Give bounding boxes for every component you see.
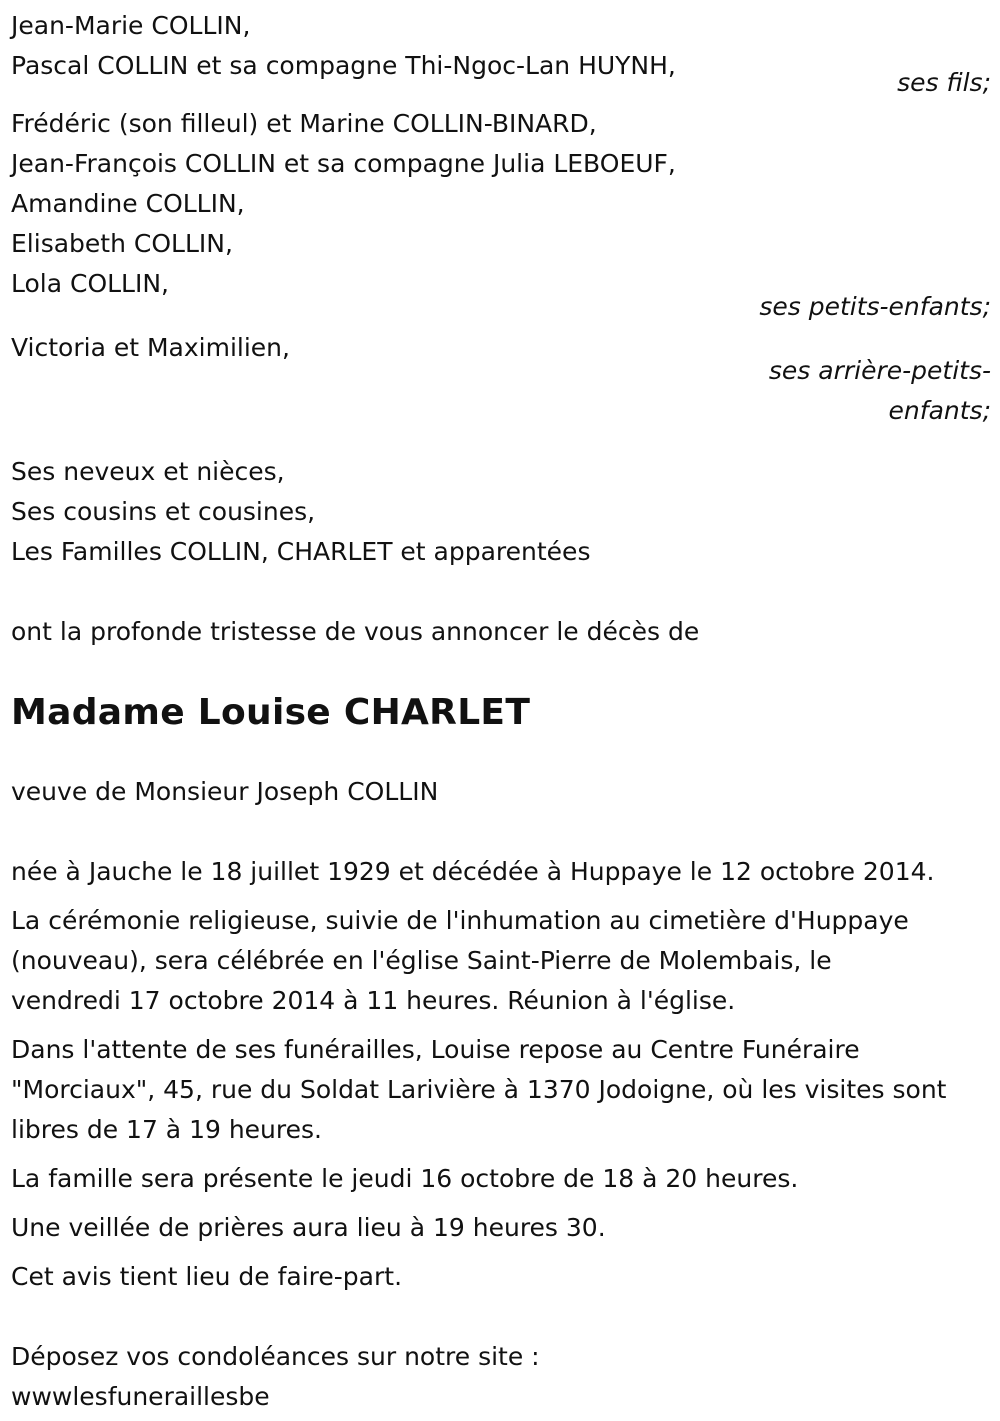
family-presence-text: La famille sera présente le jeudi 16 octobre de 18 à 20 heures. — [11, 1164, 799, 1193]
grandchild-name: Frédéric (son filleul) et Marine COLLIN-BINARD, — [11, 109, 597, 138]
role-great-grandchildren-1: ses arrière-petits- — [768, 356, 991, 385]
relatives-line: Ses cousins et cousines, — [11, 497, 316, 526]
grandchild-name: Elisabeth COLLIN, — [11, 229, 233, 258]
great-grandchild-name: Victoria et Maximilien, — [11, 333, 290, 362]
relatives-line: Ses neveux et nièces, — [11, 457, 285, 486]
rest-line: "Morciaux", 45, rue du Soldat Larivière à 1370 Jodoigne, où les visites sont — [11, 1075, 947, 1104]
deceased-name: Madame Louise CHARLET — [11, 692, 531, 733]
ceremony-line: vendredi 17 octobre 2014 à 11 heures. Réunion à l'église. — [11, 986, 736, 1015]
rest-line: Dans l'attente de ses funérailles, Louise repose au Centre Funéraire — [11, 1035, 860, 1064]
role-grandchildren: ses petits-enfants; — [759, 292, 991, 321]
ceremony-line: La cérémonie religieuse, suivie de l'inhumation au cimetière d'Huppaye — [11, 906, 909, 935]
widow-of-text: veuve de Monsieur Joseph COLLIN — [11, 777, 439, 806]
condolences-site-link[interactable]: wwwlesfuneraillesbe — [11, 1382, 270, 1411]
son-name: Pascal COLLIN et sa compagne Thi-Ngoc-Lan HUYNH, — [11, 51, 676, 80]
relatives-line: Les Familles COLLIN, CHARLET et apparentées — [11, 537, 591, 566]
rest-line: libres de 17 à 19 heures. — [11, 1115, 322, 1144]
grandchild-name: Jean-François COLLIN et sa compagne Julia LEBOEUF, — [11, 149, 676, 178]
condolences-text: Déposez vos condoléances sur notre site : — [11, 1342, 540, 1371]
obituary-notice — [11, 6, 991, 1417]
vigil-text: Une veillée de prières aura lieu à 19 heures 30. — [11, 1213, 606, 1242]
role-great-grandchildren-2: enfants; — [888, 396, 991, 425]
ceremony-line: (nouveau), sera célébrée en l'église Saint-Pierre de Molembais, le — [11, 946, 832, 975]
grandchild-name: Lola COLLIN, — [11, 269, 170, 298]
role-sons: ses fils; — [897, 68, 991, 97]
son-name: Jean-Marie COLLIN, — [11, 11, 251, 40]
notice-text: Cet avis tient lieu de faire-part. — [11, 1262, 403, 1291]
grandchild-name: Amandine COLLIN, — [11, 189, 245, 218]
birth-death-text: née à Jauche le 18 juillet 1929 et décédée à Huppaye le 12 octobre 2014. — [11, 857, 935, 886]
announcement-text: ont la profonde tristesse de vous annoncer le décès de — [11, 617, 700, 646]
